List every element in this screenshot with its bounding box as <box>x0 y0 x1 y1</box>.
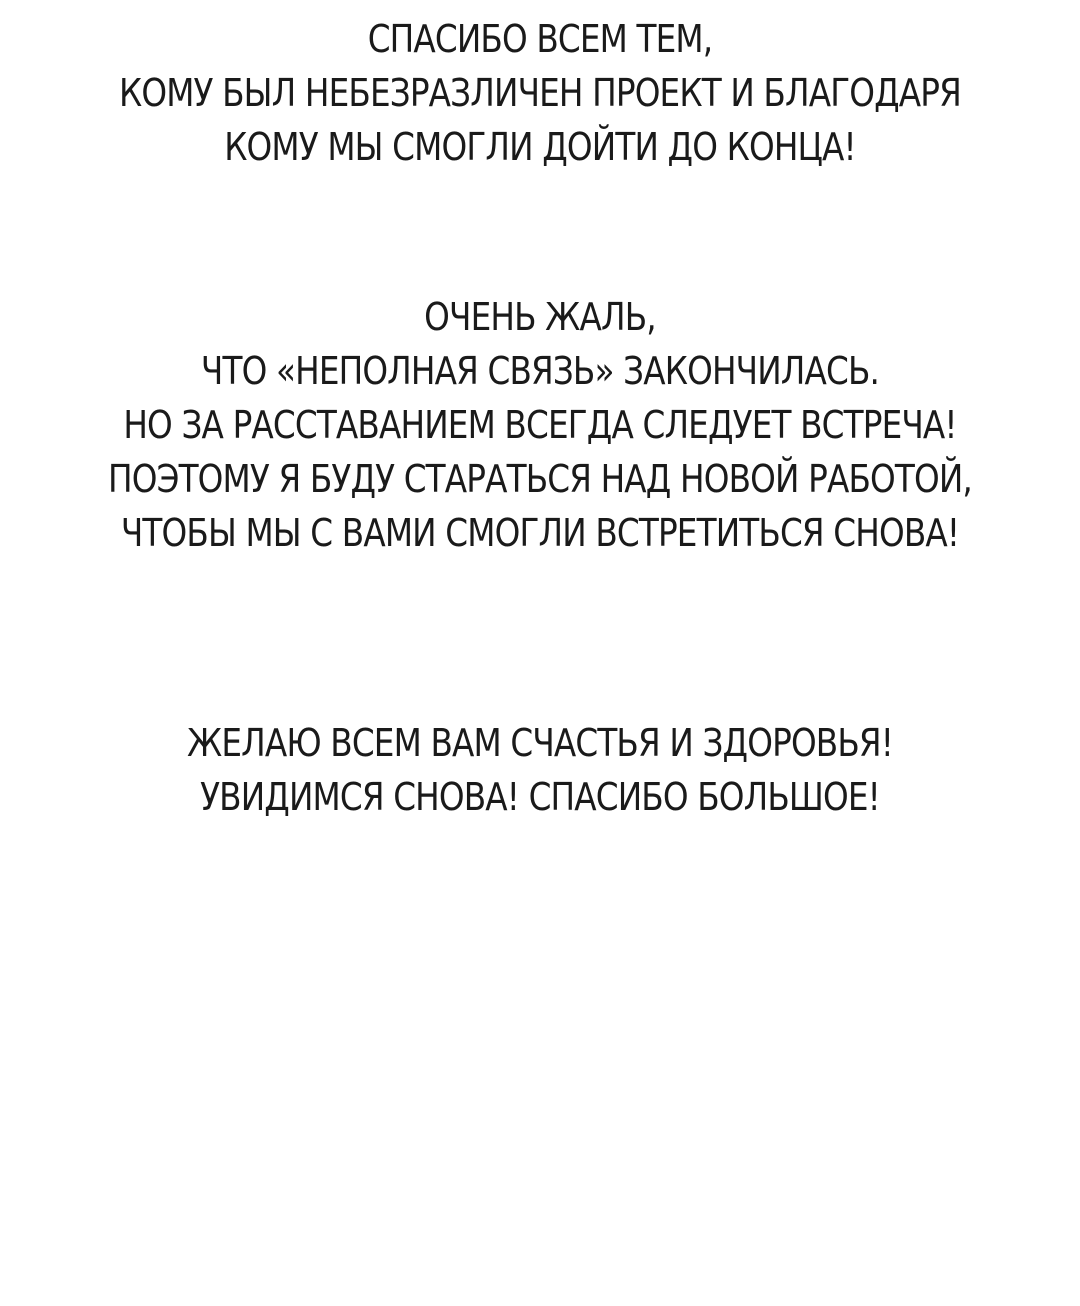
text-line: НО ЗА РАССТАВАНИЕМ ВСЕГДА СЛЕДУЕТ ВСТРЕЧА! <box>123 403 957 447</box>
text-line: КОМУ МЫ СМОГЛИ ДОЙТИ ДО КОНЦА! <box>224 125 856 169</box>
thanks-paragraph <box>76 12 1005 174</box>
wishes-paragraph <box>76 716 1005 824</box>
text-line: УВИДИМСЯ СНОВА! СПАСИБО БОЛЬШОЕ! <box>200 775 880 819</box>
text-line: ЧТО «НЕПОЛНАЯ СВЯЗЬ» ЗАКОНЧИЛАСЬ. <box>200 349 880 393</box>
text-line: ЖЕЛАЮ ВСЕМ ВАМ СЧАСТЬЯ И ЗДОРОВЬЯ! <box>186 721 894 765</box>
text-line: ЧТОБЫ МЫ С ВАМИ СМОГЛИ ВСТРЕТИТЬСЯ СНОВА! <box>120 511 960 555</box>
farewell-paragraph <box>76 290 1005 560</box>
text-line: ПОЭТОМУ Я БУДУ СТАРАТЬСЯ НАД НОВОЙ РАБОТОЙ, <box>108 457 972 501</box>
text-line: СПАСИБО ВСЕМ ТЕМ, <box>367 17 713 61</box>
text-line: ОЧЕНЬ ЖАЛЬ, <box>424 295 656 339</box>
text-line: КОМУ БЫЛ НЕБЕЗРАЗЛИЧЕН ПРОЕКТ И БЛАГОДАРЯ <box>118 71 962 115</box>
